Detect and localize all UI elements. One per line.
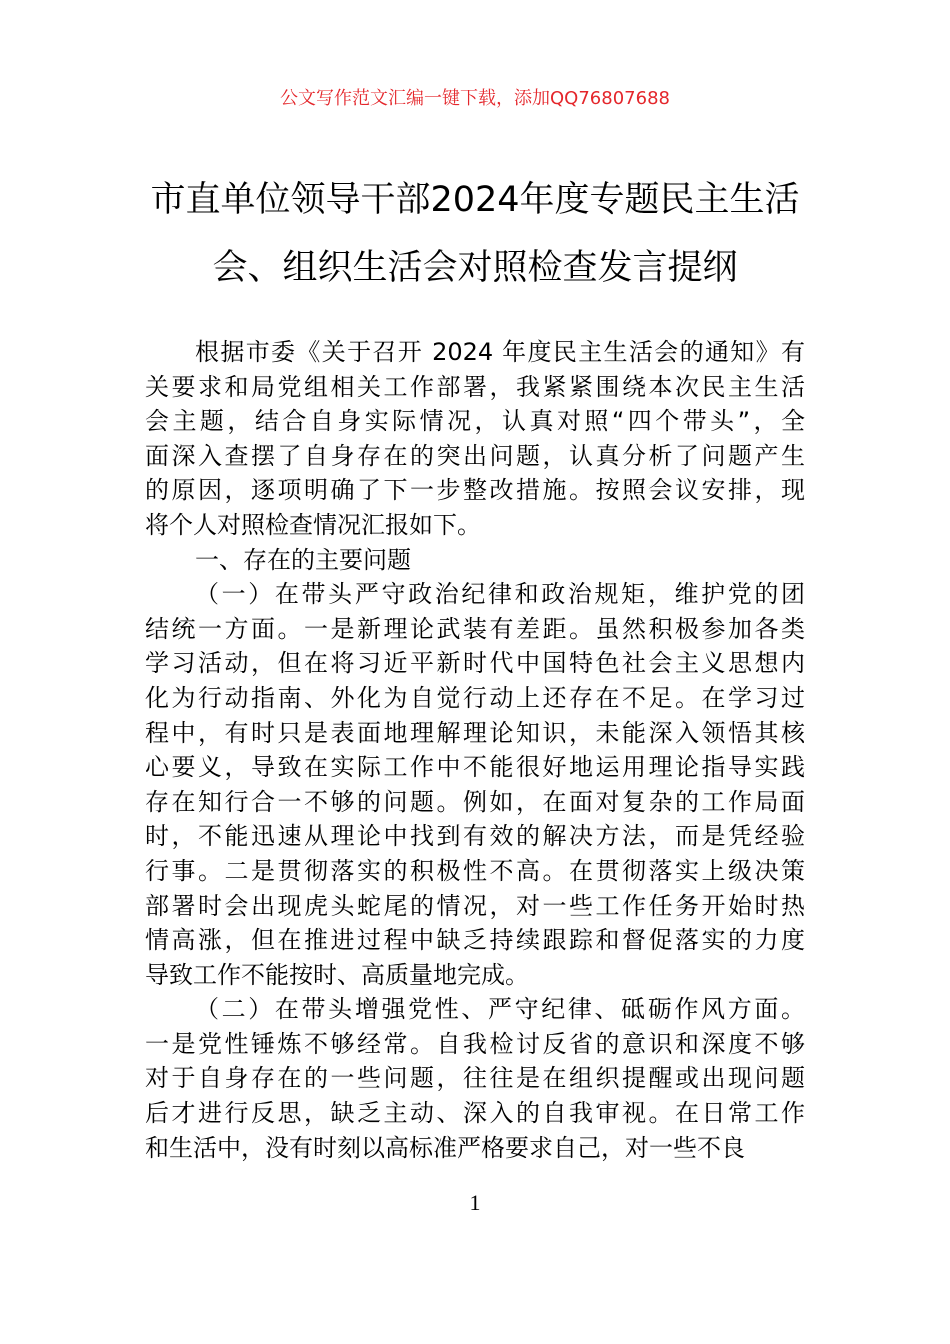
paragraph-line: （一）在带头严守政治纪律和政治规矩，维护党的团 <box>195 580 805 609</box>
paragraph-line: 部署时会出现虎头蛇尾的情况，对一些工作任务开始时热 <box>145 891 805 920</box>
paragraph-line: 的原因，逐项明确了下一步整改措施。按照会议安排，现 <box>145 476 805 505</box>
paragraph-line: 后才进行反思，缺乏主动、深入的自我审视。在日常工作 <box>145 1099 805 1128</box>
paragraph-line: 化为行动指南、外化为自觉行动上还存在不足。在学习过 <box>145 683 805 712</box>
paragraph-line: 导致工作不能按时、高质量地完成。 <box>145 960 529 989</box>
paragraph-line: 学习活动，但在将习近平新时代中国特色社会主义思想内 <box>145 649 805 678</box>
document-title-line-2: 会、组织生活会对照检查发言提纲 <box>212 248 738 288</box>
paragraph-line: 一、存在的主要问题 <box>195 545 411 574</box>
paragraph-line: 将个人对照检查情况汇报如下。 <box>145 510 481 539</box>
paragraph-line: 时，不能迅速从理论中找到有效的解决方法，而是凭经验 <box>145 822 805 851</box>
paragraph-line: 程中，有时只是表面地理解理论知识，未能深入领悟其核 <box>145 718 805 747</box>
paragraph-line: 面深入查摆了自身存在的突出问题，认真分析了问题产生 <box>145 441 805 470</box>
paragraph-line: 一是党性锤炼不够经常。自我检讨反省的意识和深度不够 <box>145 1029 805 1058</box>
document-body <box>145 335 805 1165</box>
paragraph-line: 会主题，结合自身实际情况，认真对照“四个带头”，全 <box>145 407 805 436</box>
paragraph-line: 和生活中，没有时刻以高标准严格要求自己，对一些不良 <box>145 1133 745 1162</box>
paragraph-line: 存在知行合一不够的问题。例如，在面对复杂的工作局面 <box>145 787 805 816</box>
document-title-line-1: 市直单位领导干部2024年度专题民主生活 <box>150 180 800 220</box>
watermark-banner: 公文写作范文汇编一键下载，添加QQ76807688 <box>280 88 670 109</box>
paragraph-line: 关要求和局党组相关工作部署，我紧紧围绕本次民主生活 <box>145 372 805 401</box>
paragraph-line: 对于自身存在的一些问题，往往是在组织提醒或出现问题 <box>145 1064 805 1093</box>
paragraph-line: 情高涨，但在推进过程中缺乏持续跟踪和督促落实的力度 <box>145 926 805 955</box>
page-number: 1 <box>469 1190 481 1215</box>
paragraph-line: 行事。二是贯彻落实的积极性不高。在贯彻落实上级决策 <box>145 856 805 885</box>
paragraph-line: 根据市委《关于召开 2024 年度民主生活会的通知》有 <box>195 338 805 366</box>
paragraph-line: （二）在带头增强党性、严守纪律、砥砺作风方面。 <box>195 995 805 1024</box>
paragraph-line: 结统一方面。一是新理论武装有差距。虽然积极参加各类 <box>145 614 805 643</box>
paragraph-line: 心要义，导致在实际工作中不能很好地运用理论指导实践 <box>145 753 805 782</box>
